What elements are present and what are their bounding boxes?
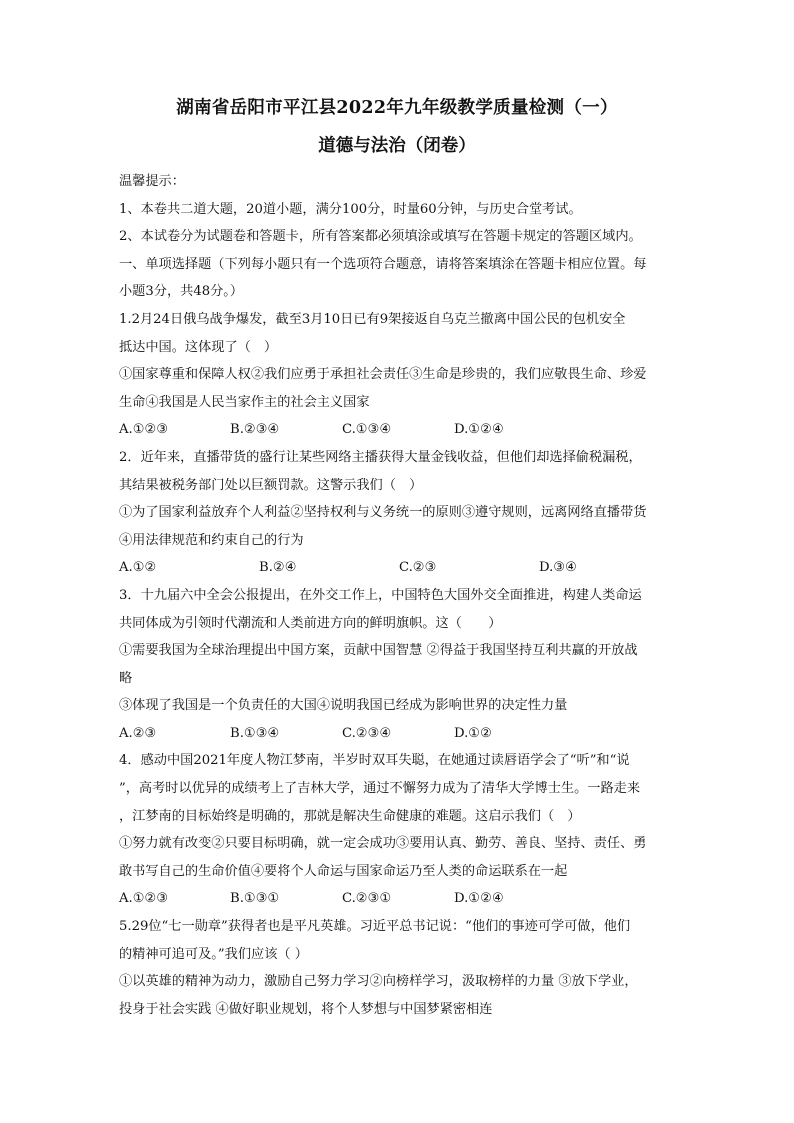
notice-heading: 温馨提示： xyxy=(119,174,185,189)
option-b: B.②③④ xyxy=(230,422,280,438)
question-text: ，江梦南的目标始终是明确的，那就是解决生命健康的难题。这启示我们（ ） xyxy=(119,808,581,824)
question-text: ③体现了我国是一个负责任的大国④说明我国已经成为影响世界的决定性力量 xyxy=(119,698,568,714)
option-c: C.②③④ xyxy=(342,725,392,741)
question-text: 抵达中国。这体现了（ ） xyxy=(119,339,278,355)
option-d: D.①②④ xyxy=(454,891,504,907)
answer-options xyxy=(119,416,679,444)
question-text: 敢书写自己的生命价值④要将个人命运与国家命运乃至人类的命运联系在一起 xyxy=(119,863,568,879)
section-heading: 小题3分，共48分。） xyxy=(119,284,244,300)
question-4 xyxy=(119,747,679,913)
question-text: 其结果被税务部门处以巨额罚款。这警示我们（ ） xyxy=(119,477,423,493)
question-text: ①国家尊重和保障人权②我们应勇于承担社会责任③生命是珍贵的，我们应敬畏生命、珍爱 xyxy=(119,367,647,383)
section-heading: 一、单项选择题（下列每小题只有一个选项符合题意，请将答案填涂在答题卡相应位置。每 xyxy=(119,256,647,272)
question-text: 4．感动中国2021年度人物江梦南，半岁时双耳失聪，在她通过读唇语学会了“听”和“说 xyxy=(119,753,630,769)
exam-title: 湖南省岳阳市平江县2022年九年级教学质量检测（一） xyxy=(176,98,618,118)
exam-subtitle: 道德与法治（闭卷） xyxy=(318,136,476,156)
question-text: 1.2月24日俄乌战争爆发，截至3月10日已有9架接返自乌克兰撤离中国公民的包机安全 xyxy=(119,311,626,327)
question-5 xyxy=(119,913,679,1023)
question-text: ①需要我国为全球治理提出中国方案，贡献中国智慧 ②得益于我国坚持互利共赢的开放战 xyxy=(119,643,638,659)
option-c: C.②③ xyxy=(399,560,437,576)
question-text: 3．十九届六中全会公报提出，在外交工作上，中国特色大国外交全面推进，构建人类命运 xyxy=(119,587,642,603)
option-b: B.①③④ xyxy=(230,725,280,741)
answer-options xyxy=(119,720,679,748)
question-text: 生命④我国是人民当家作主的社会主义国家 xyxy=(119,394,370,410)
option-c: C.①③④ xyxy=(342,422,392,438)
question-text: 投身于社会实践 ④做好职业规划，将个人梦想与中国梦紧密相连 xyxy=(119,1001,493,1017)
option-b: B.②④ xyxy=(259,560,297,576)
option-b: B.①③① xyxy=(230,891,280,907)
option-a: A.①②③ xyxy=(119,422,169,438)
option-d: D.①② xyxy=(454,725,492,741)
question-2 xyxy=(119,444,679,582)
question-text: ”，高考时以优异的成绩考上了吉林大学，通过不懈努力成为了清华大学博士生。一路走来 xyxy=(119,781,641,797)
question-text: ①为了国家利益放弃个人利益②坚持权利与义务统一的原则③遵守规则，远离网络直播带货 xyxy=(119,505,647,521)
question-text: ①以英雄的精神为动力，激励自己努力学习②向榜样学习，汲取榜样的力量 ③放下学业， xyxy=(119,974,638,990)
option-d: D.③④ xyxy=(539,560,577,576)
question-text: ④用法律规范和约束自己的行为 xyxy=(119,532,304,548)
notice-item: 2、本试卷分为试题卷和答题卡，所有答案都必须填涂或填写在答题卡规定的答题区域内。 xyxy=(119,229,642,245)
question-1 xyxy=(119,306,679,444)
option-c: C.②③① xyxy=(342,891,392,907)
question-text: 的精神可追可及。”我们应该（ ） xyxy=(119,946,308,962)
option-a: A.①②③ xyxy=(119,891,169,907)
notice-item: 1、本卷共二道大题，20道小题，满分100分，时量60分钟，与历史合堂考试。 xyxy=(119,201,582,217)
option-a: A.②③ xyxy=(119,725,157,741)
question-text: ①努力就有改变②只要目标明确，就一定会成功③要用认真、勤劳、善良、坚持、责任、勇 xyxy=(119,836,647,852)
question-text: 略 xyxy=(119,670,133,686)
answer-options xyxy=(119,554,679,582)
question-3 xyxy=(119,582,679,748)
option-d: D.①②④ xyxy=(454,422,504,438)
exam-body xyxy=(119,168,679,1023)
option-a: A.①② xyxy=(119,560,157,576)
question-text: 2．近年来，直播带货的盛行让某些网络主播获得大量金钱收益，但他们却选择偷税漏税， xyxy=(119,449,642,465)
question-text: 5.29位“七一勋章”获得者也是平凡英雄。习近平总书记说：“他们的事迹可学可做，他们 xyxy=(119,919,631,935)
answer-options xyxy=(119,885,679,913)
question-text: 共同体成为引领时代潮流和人类前进方向的鲜明旗帜。这（ ） xyxy=(119,615,502,631)
